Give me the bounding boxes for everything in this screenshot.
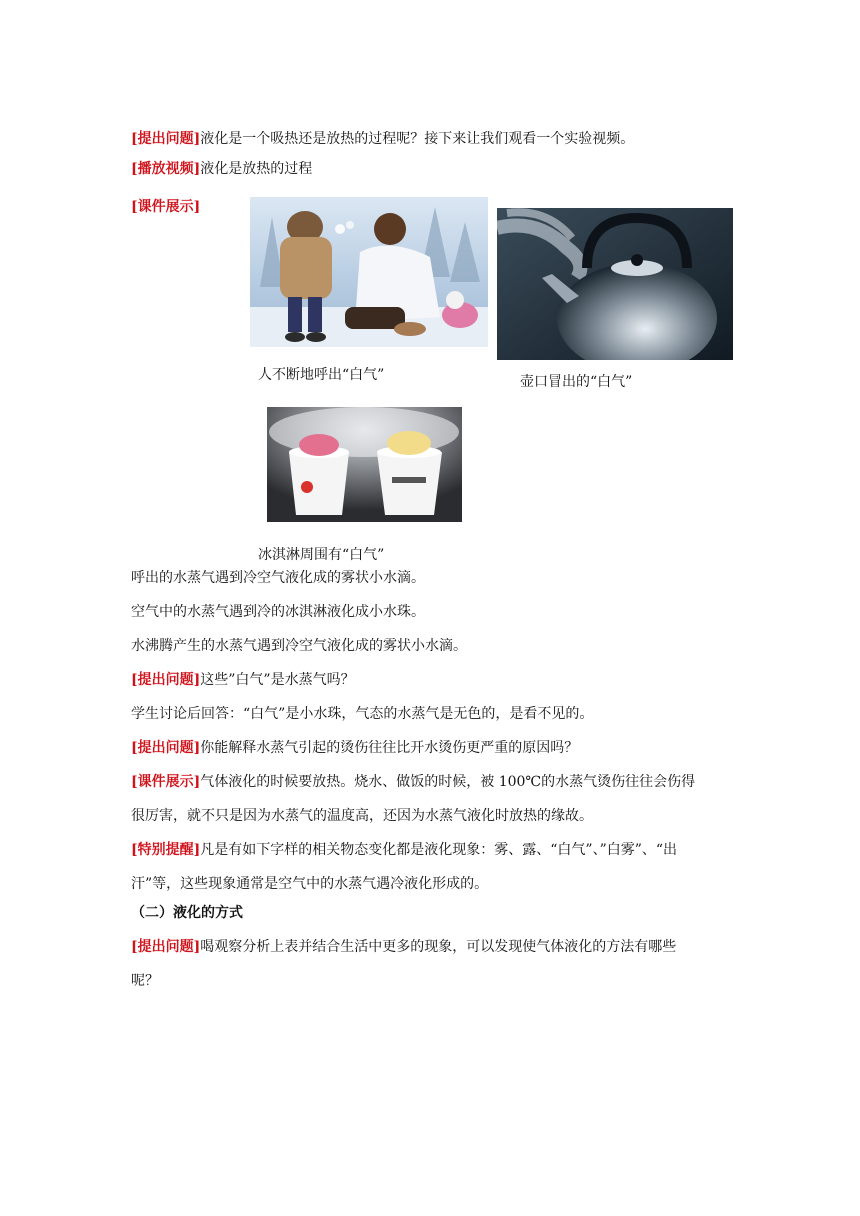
question-line-2 [131,670,355,690]
courseware-text-1: 气体液化的时候要放热。烧水、做饭的时候，被 100℃的水蒸气烫伤往往会伤得 [200,774,696,790]
courseware-line [131,197,200,217]
tag-label: [课件展示] [131,774,201,790]
tag-label: [提出问题] [131,740,201,756]
tag-label: [提出问题] [131,672,201,688]
answer-line: 学生讨论后回答：“白气”是小水珠，气态的水蒸气是无色的，是看不见的。 [131,706,594,722]
caption-icecream: 冰淇淋周围有“白气” [258,547,385,563]
question-line-4 [131,937,676,957]
reminder-text-1: 凡是有如下字样的相关物态变化都是液化现象：雾、露、“白气”、”白雾”、“出 [200,842,678,858]
paragraph-boiling: 水沸腾产生的水蒸气遇到冷空气液化成的雾状小水滴。 [131,638,467,654]
tag-label: [课件展示] [131,199,201,215]
tag-label: [播放视频] [131,161,201,177]
caption-people: 人不断地呼出“白气” [258,367,385,383]
courseware-text-2: 很厉害，就不只是因为水蒸气的温度高，还因为水蒸气液化时放热的缘故。 [131,808,593,824]
tag-label: [特别提醒] [131,842,201,858]
question-text: 液化是一个吸热还是放热的过程呢？接下来让我们观看一个实验视频。 [200,131,635,147]
question-line-1 [131,129,634,149]
video-text: 液化是放热的过程 [200,161,313,177]
question-text: 你能解释水蒸气引起的烫伤往往比开水烫伤更严重的原因吗？ [200,740,579,756]
photo-icecream-fog [267,407,462,522]
question-line-3 [131,738,578,758]
tag-label: [提出问题] [131,131,201,147]
photo-people-breath [250,197,488,347]
tag-label: [提出问题] [131,939,201,955]
courseware-line-2 [131,772,695,792]
paragraph-icecream: 空气中的水蒸气遇到冷的冰淇淋液化成小水珠。 [131,604,425,620]
caption-kettle: 壶口冒出的“白气” [520,374,633,390]
reminder-line [131,840,677,860]
question-text-2: 呢？ [131,973,159,989]
question-text: 这些”白气”是水蒸气吗？ [200,672,355,688]
question-text-1: 喝观察分析上表并结合生活中更多的现象，可以发现使气体液化的方法有哪些 [200,939,677,955]
section-heading: （二）液化的方式 [131,905,243,921]
photo-kettle-steam [497,208,733,360]
paragraph-breath: 呼出的水蒸气遇到冷空气液化成的雾状小水滴。 [131,570,425,586]
reminder-text-2: 汗”等，这些现象通常是空气中的水蒸气遇冷液化形成的。 [131,876,489,892]
video-line [131,159,312,179]
